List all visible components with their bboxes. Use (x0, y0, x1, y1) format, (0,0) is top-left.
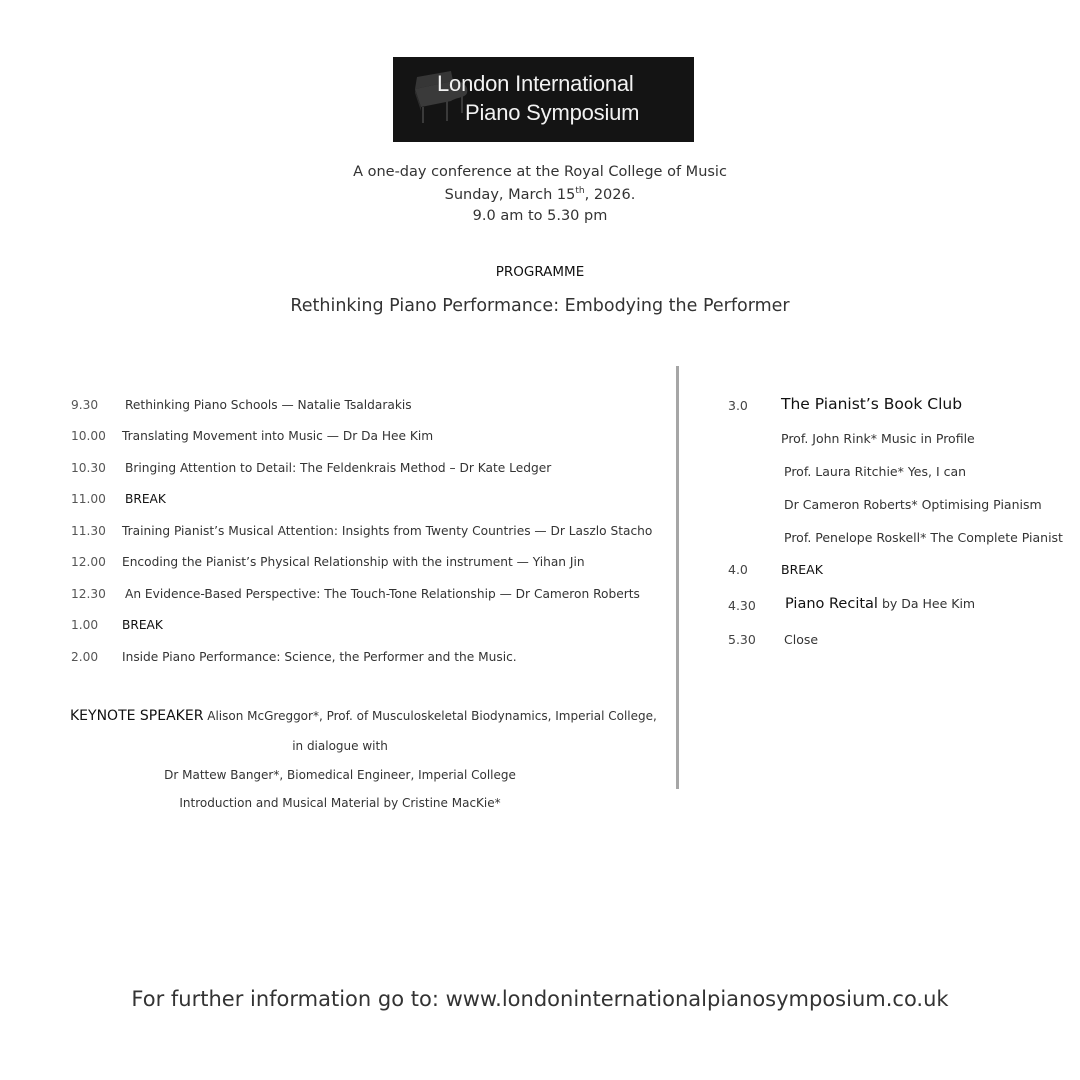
break-label: BREAK (781, 562, 823, 577)
book-item: Prof. Penelope Roskell* The Complete Pianist (784, 530, 1063, 545)
schedule-time: 5.30 (728, 632, 756, 647)
keynote-label: KEYNOTE SPEAKER (70, 708, 204, 724)
date-ordinal: th (575, 186, 585, 196)
recital-label: Piano Recital (785, 596, 878, 612)
conference-subtitle: A one-day conference at the Royal College of Music (353, 164, 727, 180)
date-main: Sunday, March 15 (444, 186, 576, 203)
schedule-time: 12.30 (71, 587, 106, 601)
schedule-time: 12.00 (71, 555, 106, 569)
book-item: Prof. John Rink* Music in Profile (781, 431, 975, 446)
schedule-item: Translating Movement into Music — Dr Da Hee Kim (122, 429, 434, 443)
recital-performer: by Da Hee Kim (877, 596, 976, 611)
break-label: BREAK (122, 618, 163, 632)
keynote-speaker: Alison McGreggor*, Prof. of Musculoskeletal Biodynamics, Imperial College, (203, 709, 657, 723)
symposium-logo (393, 57, 694, 142)
break-label: BREAK (125, 492, 166, 506)
schedule-item: Bringing Attention to Detail: The Feldenkrais Method – Dr Kate Ledger (125, 461, 552, 475)
keynote-line (70, 708, 657, 724)
keynote-guest: Dr Mattew Banger*, Biomedical Engineer, Imperial College (164, 768, 516, 782)
schedule-time: 10.30 (71, 461, 106, 475)
schedule-time: 2.00 (71, 650, 99, 664)
programme-heading: PROGRAMME (495, 264, 585, 280)
column-divider (676, 366, 679, 789)
schedule-time: 3.0 (728, 398, 748, 413)
keynote-introduction: Introduction and Musical Material by Cristine MacKie* (179, 796, 501, 810)
schedule-time: 11.00 (71, 492, 106, 506)
schedule-item: Inside Piano Performance: Science, the Performer and the Music. (122, 650, 517, 664)
schedule-time: 11.30 (71, 524, 106, 538)
logo-line-1: London International (437, 71, 634, 96)
conference-date (0, 186, 1080, 203)
keynote-dialogue: in dialogue with (292, 739, 388, 753)
date-year: , 2026. (584, 186, 636, 203)
conference-time: 9.0 am to 5.30 pm (472, 208, 608, 224)
bookclub-title: The Pianist’s Book Club (781, 395, 963, 413)
schedule-time: 10.00 (71, 429, 106, 443)
footer-info: For further information go to: www.londoninternationalpianosymposium.co.uk (131, 987, 949, 1011)
logo-line-2: Piano Symposium (465, 100, 640, 125)
schedule-time: 9.30 (71, 398, 99, 412)
schedule-time: 1.00 (71, 618, 99, 632)
book-item: Dr Cameron Roberts* Optimising Pianism (784, 497, 1042, 512)
schedule-item: Rethinking Piano Schools — Natalie Tsaldarakis (125, 398, 412, 412)
recital-text (785, 596, 975, 612)
book-item: Prof. Laura Ritchie* Yes, I can (784, 464, 967, 479)
close-label: Close (784, 632, 819, 647)
programme-theme: Rethinking Piano Performance: Embodying the Performer (290, 296, 790, 316)
schedule-item: An Evidence-Based Perspective: The Touch-Tone Relationship — Dr Cameron Roberts (125, 587, 640, 601)
schedule-time: 4.30 (728, 598, 756, 613)
schedule-time: 4.0 (728, 562, 748, 577)
schedule-item: Training Pianist’s Musical Attention: Insights from Twenty Countries — Dr Laszlo Stacho (122, 524, 653, 538)
schedule-item: Encoding the Pianist’s Physical Relationship with the instrument — Yihan Jin (122, 555, 585, 569)
